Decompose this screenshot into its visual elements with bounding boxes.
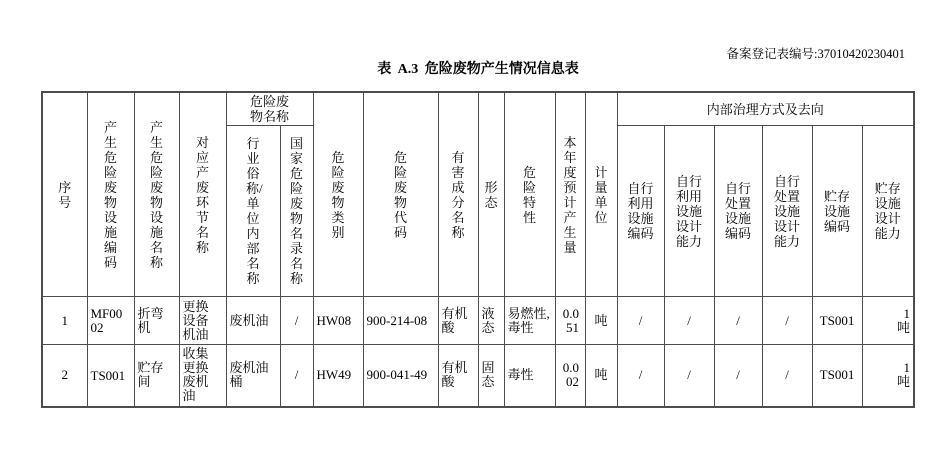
cell-unit: 吨 — [585, 345, 617, 407]
cell-facility-code — [87, 297, 134, 345]
col-header-category — [313, 92, 363, 297]
col-header-national-list-name — [280, 126, 313, 297]
col-header-self-use-code — [617, 126, 664, 297]
cell-storage-capacity-value: 1 吨 — [897, 305, 911, 335]
col-header-self-use-code-label: 自行利用设施编码 — [627, 181, 654, 241]
col-header-category-label: 危险废物类别 — [331, 149, 345, 240]
col-header-annual-amount — [555, 92, 585, 297]
col-header-storage-capacity-label: 贮存设施设计能力 — [874, 181, 901, 241]
cell-annual-amount — [555, 345, 585, 407]
cell-hazard-property: 毒性 — [504, 345, 555, 407]
cell-national-list-name: / — [280, 297, 313, 345]
cell-facility-code-value: MF0002 — [90, 305, 123, 335]
cell-facility-name: 贮存间 — [134, 345, 179, 407]
cell-facility-code-value: TS001 — [90, 367, 126, 383]
header-row-groups — [42, 92, 914, 126]
cell-category: HW08 — [313, 297, 363, 345]
col-header-hazard-property — [504, 92, 555, 297]
col-header-form — [478, 92, 504, 297]
cell-process-name-value: 收集更换废机油 — [182, 346, 209, 404]
cell-unit: 吨 — [585, 297, 617, 345]
col-header-unit — [585, 92, 617, 297]
cell-self-disposal-code: / — [714, 297, 762, 345]
group-header-waste-name — [226, 92, 313, 126]
col-header-storage-capacity — [862, 126, 914, 297]
cell-self-disposal-capacity: / — [762, 297, 812, 345]
cell-hazard-property: 易燃性,毒性 — [504, 297, 555, 345]
cell-waste-code: 900-214-08 — [363, 297, 438, 345]
col-header-national-list-name-label: 国家危险废物名录名称 — [289, 136, 303, 286]
col-header-self-use-capacity-label: 自行利用设施设计能力 — [675, 173, 702, 249]
cell-waste-code: 900-041-49 — [363, 345, 438, 407]
cell-national-list-name: / — [280, 345, 313, 407]
col-header-process-name — [179, 92, 226, 297]
cell-facility-name: 折弯机 — [134, 297, 179, 345]
cell-self-disposal-code: / — [714, 345, 762, 407]
cell-storage-capacity — [862, 297, 914, 345]
col-header-common-name — [226, 126, 280, 297]
cell-storage-code: TS001 — [812, 345, 862, 407]
col-header-storage-code — [812, 126, 862, 297]
col-header-facility-name — [134, 92, 179, 297]
col-header-waste-code-label: 危险废物代码 — [393, 149, 407, 240]
cell-index: 1 — [42, 297, 87, 345]
cell-common-name: 废机油桶 — [226, 345, 280, 407]
col-header-waste-code — [363, 92, 438, 297]
col-header-storage-code-label: 贮存设施编码 — [823, 188, 850, 234]
table-row — [42, 345, 914, 407]
col-header-facility-code-label: 产生危险废物设施编码 — [103, 119, 117, 270]
cell-index: 2 — [42, 345, 87, 407]
registration-number: 备案登记表编号:37010420230401 — [726, 47, 905, 61]
cell-annual-amount-value: 0.002 — [562, 360, 579, 390]
cell-self-use-code: / — [617, 297, 664, 345]
group-header-treatment: 内部治理方式及去向 — [617, 92, 914, 126]
cell-annual-amount-value: 0.051 — [562, 305, 579, 335]
cell-category: HW49 — [313, 345, 363, 407]
cell-process-name — [179, 297, 226, 345]
col-header-harmful-component — [438, 92, 478, 297]
cell-form: 固态 — [478, 345, 504, 407]
col-header-facility-code — [87, 92, 134, 297]
col-header-facility-name-label: 产生危险废物设施名称 — [149, 119, 163, 270]
cell-storage-code: TS001 — [812, 297, 862, 345]
cell-form: 液态 — [478, 297, 504, 345]
col-header-self-disposal-code-label: 自行处置设施编码 — [724, 181, 751, 241]
hazardous-waste-table — [41, 91, 915, 408]
cell-self-disposal-capacity: / — [762, 345, 812, 407]
col-header-index — [42, 92, 87, 297]
cell-self-use-code: / — [617, 345, 664, 407]
col-header-self-use-capacity — [664, 126, 714, 297]
col-header-self-disposal-code — [714, 126, 762, 297]
col-header-annual-amount-label: 本年度预计产生量 — [563, 134, 577, 255]
table-title: 表 A.3 危险废物产生情况信息表 — [377, 62, 579, 77]
cell-storage-capacity-value: 1 吨 — [897, 360, 911, 390]
group-header-waste-name-label: 危险废物名称 — [249, 94, 289, 124]
cell-storage-capacity — [862, 345, 914, 407]
col-header-self-disposal-capacity — [762, 126, 812, 297]
col-header-index-label: 序号 — [58, 179, 72, 210]
table-row — [42, 297, 914, 345]
col-header-common-name-label: 行业俗称/单位内部名称 — [246, 136, 263, 286]
cell-harmful-component: 有机酸 — [438, 345, 478, 407]
cell-process-name-value: 更换设备机油 — [182, 298, 209, 342]
col-header-process-name-label: 对应产废环节名称 — [195, 134, 209, 255]
col-header-self-disposal-capacity-label: 自行处置设施设计能力 — [773, 173, 800, 249]
col-header-hazard-property-label: 危险特性 — [522, 164, 536, 225]
cell-common-name: 废机油 — [226, 297, 280, 345]
col-header-harmful-component-label: 有害成分名称 — [451, 149, 465, 240]
cell-annual-amount — [555, 297, 585, 345]
cell-self-use-capacity: / — [664, 345, 714, 407]
col-header-unit-label: 计量单位 — [594, 164, 608, 225]
col-header-form-label: 形态 — [484, 179, 498, 210]
cell-process-name — [179, 345, 226, 407]
cell-facility-code — [87, 345, 134, 407]
cell-self-use-capacity: / — [664, 297, 714, 345]
cell-harmful-component: 有机酸 — [438, 297, 478, 345]
